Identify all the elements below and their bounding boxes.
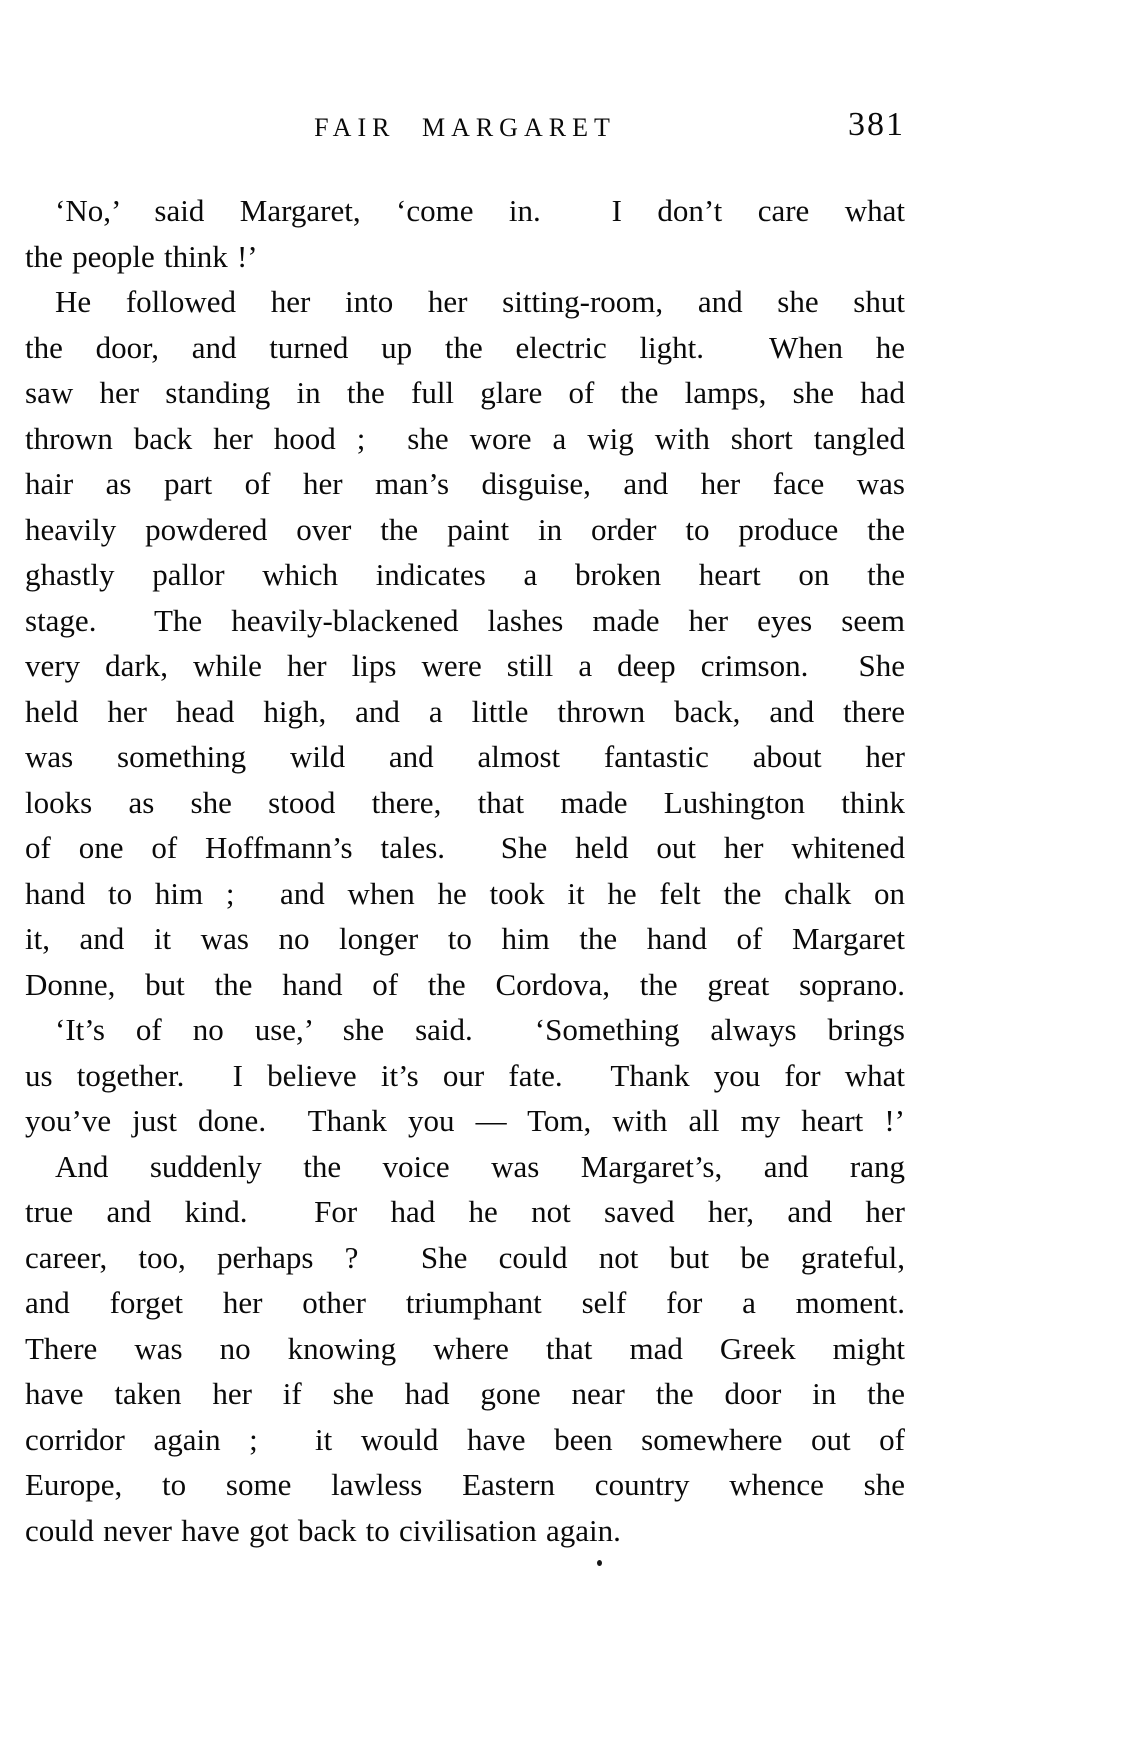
text-line: it, and it was no longer to him the hand of Margaret xyxy=(25,921,905,956)
text-line: of one of Hoffmann’s tales. She held out her whitened xyxy=(25,830,905,865)
text-line: us together. I believe it’s our fate. Thank you for what xyxy=(25,1057,905,1093)
text-line: ‘It’s of no use,’ she said. ‘Something always brings xyxy=(55,1012,905,1047)
text-line: stage. The heavily-blackened lashes made her eyes seem xyxy=(25,602,905,638)
text-line: have taken her if she had gone near the door in the xyxy=(25,1376,905,1411)
text-line: very dark, while her lips were still a deep crimson. She xyxy=(25,648,905,683)
text-line: And suddenly the voice was Margaret’s, and rang xyxy=(55,1148,905,1184)
body-text xyxy=(25,188,905,1553)
running-title: FAIR MARGARET xyxy=(314,113,616,142)
text-line: He followed her into her sitting-room, and she shut xyxy=(55,284,905,319)
text-line: the door, and turned up the electric light. When he xyxy=(25,329,905,365)
text-line: saw her standing in the full glare of the lamps, she had xyxy=(25,375,905,410)
text-line: looks as she stood there, that made Lushington think xyxy=(25,784,905,820)
text-line: hand to him ; and when he took it he felt the chalk on xyxy=(25,875,905,911)
text-line: There was no knowing where that mad Greek might xyxy=(25,1330,905,1366)
text-line: ‘No,’ said Margaret, ‘come in. I don’t care what xyxy=(55,193,905,228)
paragraph xyxy=(25,279,905,1007)
text-line: corridor again ; it would have been somewhere out of xyxy=(25,1421,905,1457)
text-line: hair as part of her man’s disguise, and her face was xyxy=(25,466,905,501)
paragraph xyxy=(25,188,905,279)
text-line: was something wild and almost fantastic about her xyxy=(25,739,905,774)
text-line: the people think !’ xyxy=(25,238,258,274)
text-line: could never have got back to civilisation again. xyxy=(25,1512,621,1548)
page-header xyxy=(25,106,905,156)
text-line: held her head high, and a little thrown back, and there xyxy=(25,693,905,729)
paragraph xyxy=(25,1007,905,1144)
text-line: thrown back her hood ; she wore a wig with short tangled xyxy=(25,420,905,456)
paragraph xyxy=(25,1144,905,1554)
text-line: and forget her other triumphant self for a moment. xyxy=(25,1285,905,1320)
text-line: Europe, to some lawless Eastern country whence she xyxy=(25,1467,905,1502)
text-line: true and kind. For had he not saved her, and her xyxy=(25,1194,905,1229)
page-number: 381 xyxy=(848,106,905,143)
text-line: ghastly pallor which indicates a broken heart on the xyxy=(25,557,905,592)
text-line: you’ve just done. Thank you — Tom, with all my heart !’ xyxy=(25,1103,905,1138)
text-line: career, too, perhaps ? She could not but be grateful, xyxy=(25,1239,905,1275)
text-line: heavily powdered over the paint in order to produce the xyxy=(25,511,905,547)
text-line: Donne, but the hand of the Cordova, the great soprano. xyxy=(25,966,905,1002)
print-artifact-dot xyxy=(597,1560,602,1566)
